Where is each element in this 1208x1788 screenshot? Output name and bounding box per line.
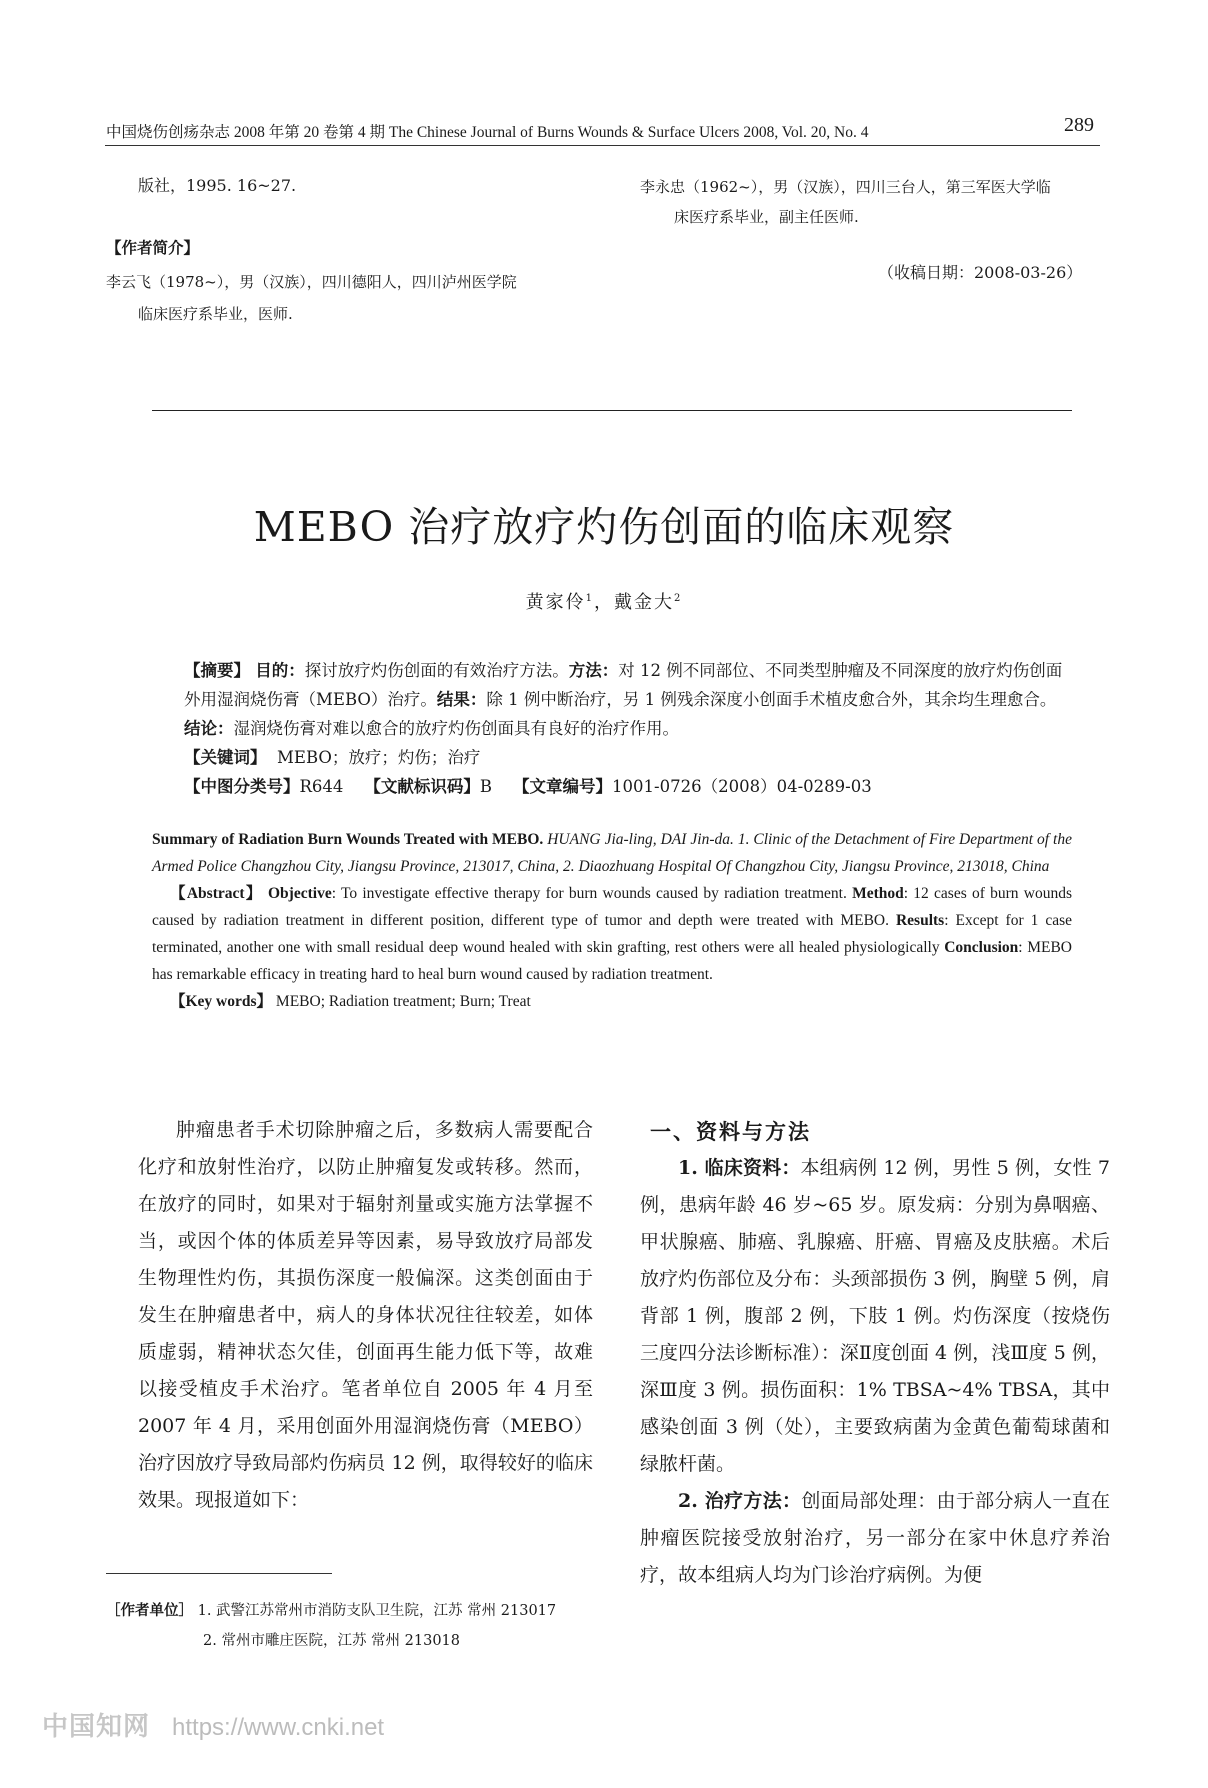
english-results-text: : Except for 1 case terminated, another one with small residual deep wound healed with skin grafting, rest others were all healed physiologically [152, 912, 1072, 956]
received-date: （收稿日期：2008-03-26） [878, 263, 1083, 282]
author-bio-line: 床医疗系毕业，副主任医师. [674, 208, 859, 226]
objective-label: 目的： [255, 661, 305, 680]
author-bio-right [640, 172, 1110, 232]
article-authors [0, 588, 1208, 614]
author-intro [106, 266, 626, 330]
body-right-column [640, 1150, 1110, 1594]
english-method-label: Method [852, 885, 904, 902]
footnote-affiliation-1: 1. 武警江苏常州市消防支队卫生院，江苏 常州 213017 [197, 1603, 557, 1619]
doc-code-value: B [479, 777, 493, 796]
footnote-affiliation-2: 2. 常州市雕庄医院，江苏 常州 213018 [203, 1633, 461, 1649]
cnki-logo: 中国知网 [42, 1711, 151, 1741]
english-results-label: Results [895, 912, 945, 929]
english-abstract-label: 【Abstract】 [170, 885, 263, 902]
english-objective-text: : To investigate effective therapy for burn wounds caused by radiation treatment. [331, 885, 847, 902]
author-intro-line: 李云飞（1978~），男（汉族），四川德阳人，四川泸州医学院 [106, 273, 517, 291]
footnote-label: ［作者单位］ [106, 1602, 193, 1619]
english-affiliation: HUANG Jia-ling, DAI Jin-da. 1. Clinic of the Detachment of Fire Department of the Armed Police Changzhou City, Jiangsu Province, 213017, China, 2. Diaozhuang Hospital Of Changzhou City, Jiangsu Province, 213018, China [152, 831, 1072, 875]
body-intro-paragraph: 肿瘤患者手术切除肿瘤之后，多数病人需要配合化疗和放射性治疗，以防止肿瘤复发或转移。然而，在放疗的同时，如果对于辐射剂量或实施方法掌握不当，或因个体的体质差异等因素，易导致放疗局部发生物理性灼伤，其损伤深度一般偏深。这类创面由于发生在肿瘤患者中，病人的身体状况往往较差，如体质虚弱，精神状态欠佳，创面再生能力低下等，故难以接受植皮手术治疗。笔者单位自 2005 年 4 月至 2007 年 4 月，采用创面外用湿润烧伤膏（MEBO）治疗因放疗导致局部灼伤病员 12 例，取得较好的临床效果。现报道如下： [138, 1119, 593, 1511]
section-heading: 一、资料与方法 [650, 1119, 811, 1144]
author-intro-line: 临床医疗系毕业，医师. [138, 305, 293, 323]
author-bio-line: 李永忠（1962~），男（汉族），四川三台人，第三军医大学临 [640, 178, 1051, 196]
page-number: 289 [1064, 114, 1094, 136]
header-rule [105, 145, 1100, 146]
author-separator: ， [594, 592, 614, 613]
clc-value: R644 [299, 777, 344, 796]
result-text: 除 1 例中断治疗，另 1 例残余深度小创面手术植皮愈合外，其余均生理愈合。 [486, 690, 1057, 709]
previous-reference-tail: 版社，1995. 16~27. [138, 176, 297, 195]
keywords-cn [152, 743, 1072, 772]
running-header: 中国烧伤创疡杂志 2008 年第 20 卷第 4 期 The Chinese Journal of Burns Wounds & Surface Ulcers 2008, Vol. 20, No. 4 [106, 124, 869, 141]
author-intro-label: 【作者简介】 [106, 238, 200, 257]
english-keywords-label: 【Key words】 [170, 993, 273, 1010]
author-affiliation-mark: 2 [674, 593, 683, 604]
cnki-watermark [42, 1706, 384, 1743]
author-name: 戴金大 [614, 592, 674, 613]
english-keywords-text: MEBO; Radiation treatment; Burn; Treat [275, 993, 531, 1010]
english-abstract-paragraph [152, 880, 1072, 988]
treatment-method-label: 2. 治疗方法： [678, 1490, 802, 1512]
cnki-url: https://www.cnki.net [172, 1714, 385, 1741]
keywords-label: 【关键词】 [184, 748, 267, 767]
objective-text: 探讨放疗灼伤创面的有效治疗方法。 [304, 661, 569, 680]
author-name: 黄家伶 [525, 592, 586, 613]
abstract-cn-paragraph [152, 656, 1072, 743]
classification-line [152, 772, 1072, 801]
english-keywords [152, 988, 1072, 1015]
english-objective-label: Objective [268, 885, 332, 902]
treatment-method-text: 创面局部处理：由于部分病人一直在肿瘤医院接受放射治疗，另一部分在家中休息疗养治疗，故本组病人均为门诊治疗病例。为便 [640, 1490, 1110, 1586]
english-method-text: : 12 cases of burn wounds caused by radiation treatment in different position, different type of tumor and depth were treated with MEBO. [152, 885, 1072, 929]
article-separator-rule [152, 410, 1072, 411]
abstract-chinese [152, 656, 1072, 801]
abstract-english [152, 826, 1072, 1015]
conclusion-label: 结论： [184, 719, 234, 738]
footnote-line [106, 1596, 556, 1626]
author-affiliation-footnote [106, 1596, 556, 1656]
english-conclusion-label: Conclusion [944, 939, 1019, 956]
clinical-data-paragraph [640, 1150, 1110, 1483]
article-no-label: 【文章编号】 [513, 777, 613, 796]
english-conclusion-text: : MEBO has remarkable efficacy in treating hard to heal burn wound caused by radiation treatment. [152, 939, 1072, 983]
article-no-value: 1001-0726（2008）04-0289-03 [612, 777, 872, 796]
english-title: Summary of Radiation Burn Wounds Treated with MEBO. [152, 831, 544, 848]
english-title-affiliation [152, 826, 1072, 880]
doc-code-label: 【文献标识码】 [364, 777, 480, 796]
method-text: 对 12 例不同部位、不同类型肿瘤及不同深度的放疗灼伤创面外用湿润烧伤膏（MEBO）治疗。 [184, 661, 1063, 709]
article-title: MEBO 治疗放疗灼伤创面的临床观察 [253, 503, 955, 551]
abstract-label: 【摘要】 [184, 661, 250, 680]
treatment-method-paragraph [640, 1483, 1110, 1594]
method-label: 方法： [568, 661, 619, 680]
footnote-rule [106, 1573, 332, 1574]
clc-label: 【中图分类号】 [184, 777, 300, 796]
clinical-data-text: 本组病例 12 例，男性 5 例，女性 7 例，患病年龄 46 岁~65 岁。原发病：分别为鼻咽癌、甲状腺癌、肺癌、乳腺癌、肝癌、胃癌及皮肤癌。术后放疗灼伤部位及分布：头颈部损伤 3 例，胸壁 5 例，肩背部 1 例，腹部 2 例，下肢 1 例。灼伤深度（按烧伤三度四分法诊断标准）：深Ⅱ度创面 4 例，浅Ⅲ度 5 例，深Ⅲ度 3 例。损伤面积：1% TBSA~4% TBSA，其中感染创面 3 例（处），主要致病菌为金黄色葡萄球菌和绿脓杆菌。 [640, 1157, 1110, 1475]
keywords-text: MEBO；放疗；灼伤；治疗 [277, 748, 481, 767]
clinical-data-label: 1. 临床资料： [678, 1157, 801, 1179]
conclusion-text: 湿润烧伤膏对难以愈合的放疗灼伤创面具有良好的治疗作用。 [233, 719, 679, 738]
result-label: 结果： [436, 690, 487, 709]
author-affiliation-mark: 1 [585, 593, 594, 604]
